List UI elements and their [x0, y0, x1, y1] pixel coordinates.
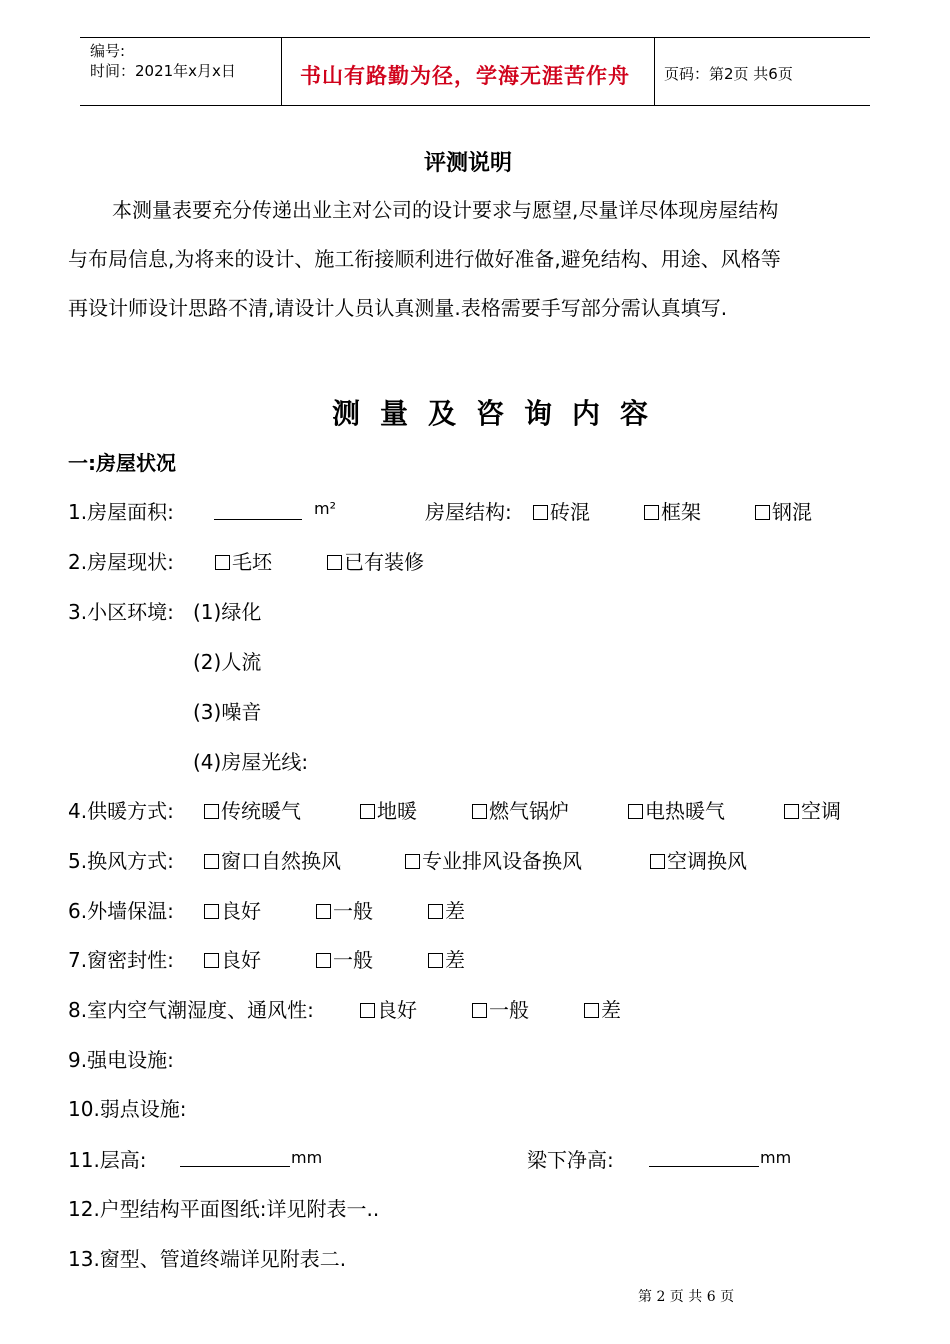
item8-option-good[interactable]: 良好 [360, 994, 417, 1023]
option-electric-heating[interactable]: 电热暖气 [628, 795, 725, 824]
item10-label: 10.弱点设施: [68, 1097, 187, 1121]
option-steel-concrete[interactable]: 钢混 [755, 496, 812, 525]
item2-label: 2.房屋现状: [68, 550, 174, 574]
checkbox-icon [215, 555, 230, 570]
header-number-label: 编号: [90, 42, 126, 60]
item7-option-bad[interactable]: 差 [428, 944, 465, 973]
checkbox-icon [204, 904, 219, 919]
item7-option-normal[interactable]: 一般 [316, 944, 373, 973]
checkbox-icon [472, 804, 487, 819]
checkbox-icon [584, 1003, 599, 1018]
item11-beam-unit: mm [760, 1148, 792, 1167]
checkbox-icon [428, 904, 443, 919]
option-radiator[interactable]: 传统暖气 [204, 795, 301, 824]
checkbox-icon [327, 555, 342, 570]
item9-label: 9.强电设施: [68, 1048, 174, 1072]
option-window-ventilation[interactable]: 窗口自然换风 [204, 845, 341, 874]
main-title: 测量及咨询内容 [332, 397, 669, 430]
section-house-status: 一:房屋状况 [68, 451, 176, 475]
header-divider-right [654, 37, 655, 106]
option-gas-boiler[interactable]: 燃气锅炉 [472, 795, 569, 824]
item4-label: 4.供暖方式: [68, 799, 174, 823]
item11-label: 11.层高: [68, 1148, 147, 1172]
eval-line-3: 再设计师设计思路不清,请设计人员认真测量.表格需要手写部分需认真填写. [68, 296, 728, 320]
header-divider-left [281, 37, 282, 106]
header-time-label: 时间：2021年x月x日 [90, 62, 236, 80]
item3-sub-light: (4)房屋光线: [193, 750, 309, 774]
option-brick-concrete[interactable]: 砖混 [533, 496, 590, 525]
header-motto: 书山有路勤为径，学海无涯苦作舟 [300, 63, 630, 88]
eval-title: 评测说明 [424, 151, 513, 176]
item3-sub-noise: (3)噪音 [193, 700, 262, 724]
checkbox-icon [533, 505, 548, 520]
option-floor-heating[interactable]: 地暖 [360, 795, 417, 824]
checkbox-icon [784, 804, 799, 819]
checkbox-icon [472, 1003, 487, 1018]
checkbox-icon [755, 505, 770, 520]
header-top-border [80, 37, 870, 38]
item8-option-bad[interactable]: 差 [584, 994, 621, 1023]
checkbox-icon [316, 953, 331, 968]
checkbox-icon [428, 953, 443, 968]
option-ac-ventilation[interactable]: 空调换风 [650, 845, 747, 874]
item3-sub-traffic: (2)人流 [193, 650, 262, 674]
header-bottom-border [80, 105, 870, 106]
item11-unit: mm [291, 1148, 323, 1167]
item11-beam-label: 梁下净高: [527, 1148, 614, 1172]
item1-unit: m² [314, 499, 336, 518]
item7-label: 7.窗密封性: [68, 948, 174, 972]
item5-label: 5.换风方式: [68, 849, 174, 873]
checkbox-icon [628, 804, 643, 819]
item8-option-normal[interactable]: 一般 [472, 994, 529, 1023]
checkbox-icon [316, 904, 331, 919]
house-area-field[interactable] [214, 495, 302, 520]
checkbox-icon [204, 953, 219, 968]
item6-label: 6.外墙保温: [68, 899, 174, 923]
option-decorated[interactable]: 已有装修 [327, 546, 424, 575]
option-unfinished[interactable]: 毛坯 [215, 546, 272, 575]
header-page-info: 页码：第2页 共6页 [664, 65, 793, 83]
item1-label: 1.房屋面积: [68, 500, 174, 524]
checkbox-icon [650, 854, 665, 869]
item7-option-good[interactable]: 良好 [204, 944, 261, 973]
item8-label: 8.室内空气潮湿度、通风性: [68, 998, 314, 1022]
item12-label: 12.户型结构平面图纸:详见附表一.. [68, 1197, 380, 1221]
item13-label: 13.窗型、管道终端详见附表二. [68, 1247, 347, 1271]
beam-clearance-field[interactable] [649, 1142, 759, 1167]
page-footer: 第 2 页 共 6 页 [638, 1289, 735, 1305]
option-exhaust-equipment[interactable]: 专业排风设备换风 [405, 845, 582, 874]
option-air-conditioner[interactable]: 空调 [784, 795, 841, 824]
checkbox-icon [360, 1003, 375, 1018]
item1-struct-label: 房屋结构: [425, 500, 512, 524]
item6-option-good[interactable]: 良好 [204, 895, 261, 924]
option-frame[interactable]: 框架 [644, 496, 701, 525]
eval-line-2: 与布局信息,为将来的设计、施工衔接顺利进行做好准备,避免结构、用途、风格等 [68, 247, 781, 271]
floor-height-field[interactable] [180, 1142, 290, 1167]
checkbox-icon [204, 854, 219, 869]
checkbox-icon [204, 804, 219, 819]
eval-line-1: 本测量表要充分传递出业主对公司的设计要求与愿望,尽量详尽体现房屋结构 [112, 198, 779, 222]
checkbox-icon [644, 505, 659, 520]
checkbox-icon [405, 854, 420, 869]
item3-sub-greening: (1)绿化 [193, 600, 262, 624]
item6-option-bad[interactable]: 差 [428, 895, 465, 924]
item6-option-normal[interactable]: 一般 [316, 895, 373, 924]
checkbox-icon [360, 804, 375, 819]
item3-label: 3.小区环境: [68, 600, 174, 624]
